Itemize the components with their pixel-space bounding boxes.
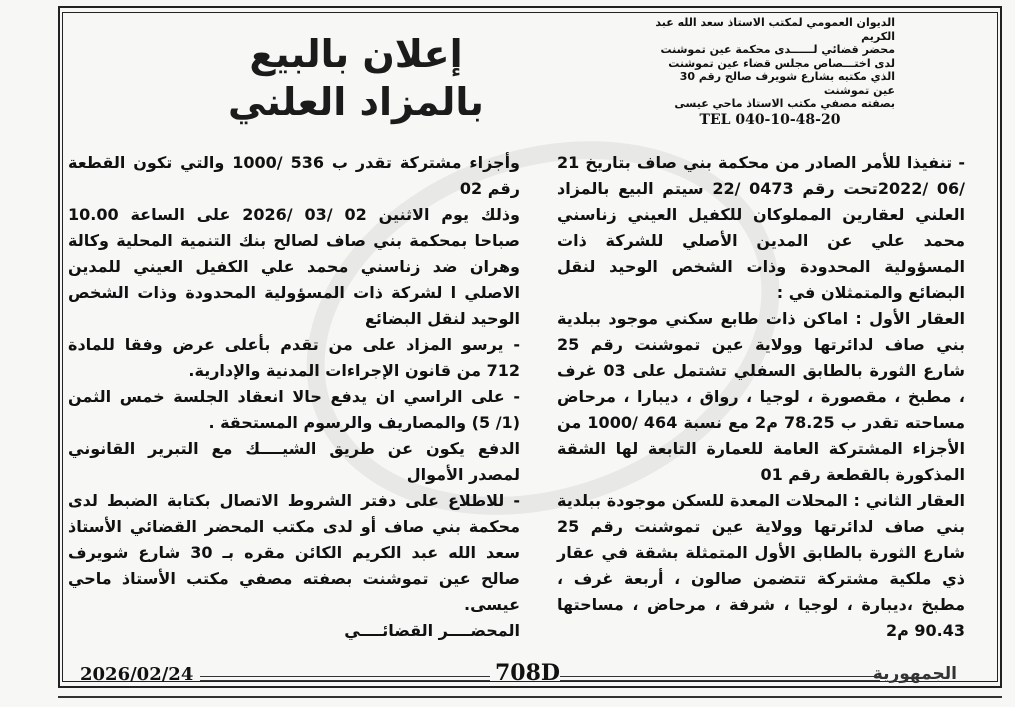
bottom-rule (58, 696, 1002, 698)
footer-code: 708D (495, 660, 561, 686)
header-line: لدى اختـــصاص مجلس قضاء عين تموشنت (668, 56, 895, 70)
paragraph: الدفع يكون عن طريق الشيــــك مع التبرير القانوني لمصدر الأموال (68, 439, 520, 484)
left-column (68, 150, 520, 644)
paragraph: العقار الأول : اماكن ذات طابع سكني موجود ببلدية بني صاف لدائرتها وولاية عين تموشنت رقم 25 شارع الثورة بالطابق السفلي تشتمل على 03 غرف ، مطبخ ، مقصورة ، لوجيا ، رواق ، ديبارا ، مرحاض مساحته تقدر ب 78.25 م2 مع نسبة 464 /1000 من الأجزاء المشتركة العامة للعمارة التابعة لها الشقة المذكورة بالقطعة رقم 01 (557, 309, 966, 484)
footer-rule (560, 676, 880, 681)
paragraph: - تنفيذا للأمر الصادر من محكمة بني صاف بتاريخ 21 /06 /2022تحت رقم 0473 /22 سيتم البيع بالمزاد العلني لعقارين المملوكان للكفيل العيني زناسني محمد علي عن المدين الأصلي للشركة ذات المسؤولية المحدودة وذات الشخص الوحيد لنقل البضائع والمتمثلان في : (557, 153, 965, 302)
signature-title: المحضــــر القضائــــي (344, 621, 520, 640)
paragraph: العقار الثاني : المحلات المعدة للسكن موجودة ببلدية بني صاف لدائرتها وولاية عين تموشنت رقم 25 شارع الثورة بالطابق الأول المتمثلة بشقة في عقار ذي ملكية مشتركة تتضمن صالون ، أربعة غرف ، مطبخ ،ديبارة ، لوجيا ، شرفة ، مرحاض ، مساحتها 90.43 م2 (557, 491, 965, 640)
header-line: بصفته مصفي مكتب الاستاذ ماحي عيسى (674, 97, 895, 110)
header-line: الديوان العمومي لمكتب الاستاذ سعد الله عبد الكريم (655, 16, 895, 43)
right-column (557, 150, 965, 644)
paragraph: - على الراسي ان يدفع حالا انعقاد الجلسة خمس الثمن (1/ 5) والمصاريف والرسوم المستحقة . (68, 387, 520, 432)
title-line-2: بالمزاد العلني (228, 80, 484, 124)
title-line-1: إعلان بالبيع (249, 32, 463, 76)
paragraph: وأجزاء مشتركة تقدر ب 536 /1000 والتي تكون القطعة رقم 02 (68, 153, 520, 198)
footer-rule (200, 676, 490, 681)
newspaper-brand: الجمهورية (872, 664, 957, 684)
header-line: محضر قضائي لــــــدى محكمة عين تموشنت (660, 43, 895, 56)
paragraph: وذلك يوم الاثنين 02 /03 /2026 على الساعة 10.00 صباحا بمحكمة بني صاف لصالح بنك التنمية المحلية وكالة وهران ضد زناسني محمد علي الكفيل العيني للمدين الاصلي ا لشركة ذات المسؤولية المحدودة وذات الشخص الوحيد لنقل البضائع (68, 205, 520, 328)
signature-row (68, 618, 520, 644)
bailiff-header (645, 16, 895, 127)
header-tel: TEL 040-10-48-20 (699, 111, 841, 128)
header-line: عين تموشنت (823, 83, 895, 97)
paragraph: - يرسو المزاد على من تقدم بأعلى عرض وفقا للمادة 712 من قانون الإجراءات المدنية والإدارية. (68, 335, 520, 380)
notice-title (216, 30, 496, 126)
paragraph: - للاطلاع على دفتر الشروط الاتصال بكتابة الضبط لدى محكمة بني صاف أو لدى مكتب المحضر القضائي الأستاذ سعد الله عبد الكريم الكائن مقره بـ 30 شارع شويرف صالح عين تموشنت بصفته مصفي مكتب الأستاذ ماحي عيسى. (68, 491, 520, 614)
header-line: الذي مكتبه بشارع شويرف صالح رقم 30 (679, 70, 895, 83)
footer-date: 2026/02/24 (80, 664, 194, 685)
